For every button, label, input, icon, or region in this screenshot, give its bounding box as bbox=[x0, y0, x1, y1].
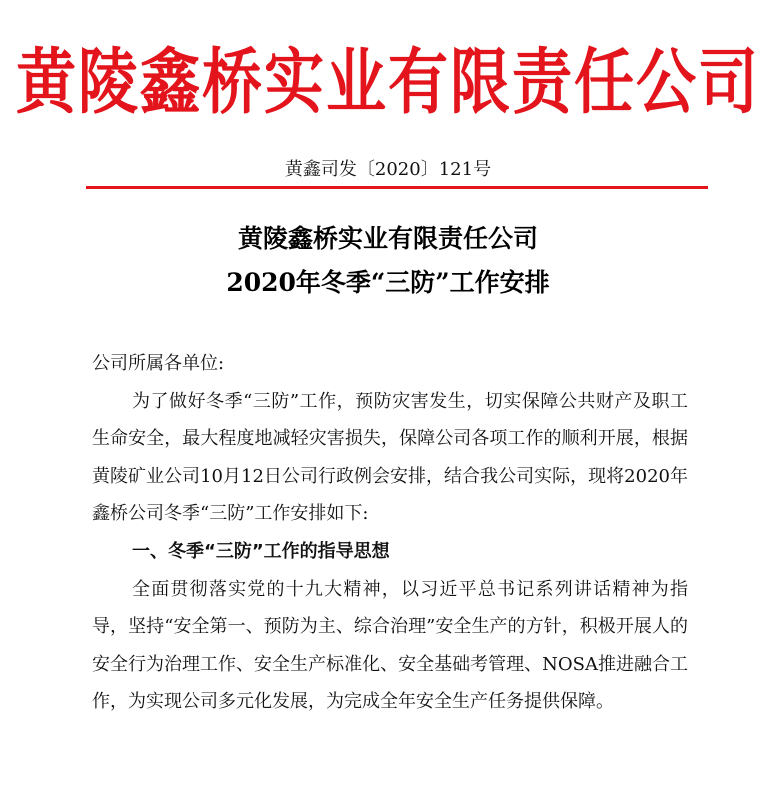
document-title-line-2: 2020年冬季“三防”工作安排 bbox=[226, 268, 550, 297]
section-1-heading: 一、冬季“三防”工作的指导思想 bbox=[132, 540, 390, 562]
intro-paragraph: 为了做好冬季“三防”工作，预防灾害发生，切实保障公共财产及职工生命安全，最大程度地减轻灾害损失，保障公司各项工作的顺利开展，根据黄陵矿业公司10月12日公司行政例会安排，结合我公司实际，现将2020年鑫桥公司冬季“三防”工作安排如下: bbox=[92, 390, 688, 525]
masthead-company-name: 黄陵鑫桥实业有限责任公司 bbox=[16, 41, 760, 125]
document-number: 黄鑫司发〔2020〕121号 bbox=[284, 159, 492, 180]
document-title-line-1: 黄陵鑫桥实业有限责任公司 bbox=[237, 224, 538, 253]
section-1-paragraph: 全面贯彻落实党的十九大精神，以习近平总书记系列讲话精神为指导，坚持“安全第一、预防为主、综合治理”安全生产的方针，积极开展人的安全行为治理工作、安全生产标准化、安全基础考管理、NOSA推进融合工作，为实现公司多元化发展，为完成全年安全生产任务提供保障。 bbox=[92, 578, 688, 713]
salutation: 公司所属各单位: bbox=[92, 353, 225, 374]
masthead-red-divider bbox=[86, 186, 708, 189]
document-body bbox=[92, 345, 688, 721]
